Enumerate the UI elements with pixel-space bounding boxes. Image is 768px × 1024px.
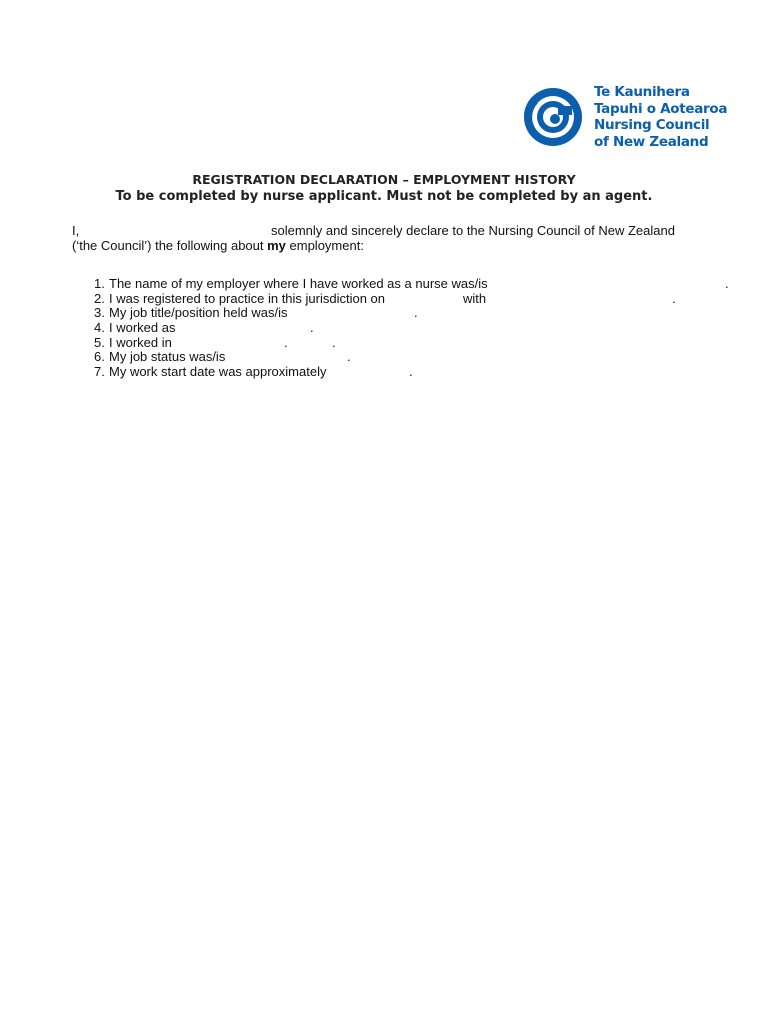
document-title: REGISTRATION DECLARATION – EMPLOYMENT HISTORY [192, 172, 576, 187]
intro-line2-after: employment: [285, 238, 364, 253]
item-number: 7. [94, 364, 105, 380]
item-number: 2. [94, 290, 105, 306]
logo-wordmark [594, 84, 727, 150]
logo-line-2: Tapuhi o Aotearoa [594, 100, 728, 117]
item-mid: . [284, 334, 288, 350]
item-text: I was registered to practice in this jurisdiction on [109, 290, 386, 306]
koru-spiral-icon [522, 86, 586, 148]
intro-declaration-text: solemnly and sincerely declare to the Nursing Council of New Zealand [271, 223, 675, 238]
worked-in-location-blank[interactable] [289, 336, 329, 350]
worked-as-blank[interactable] [182, 321, 307, 335]
nursing-council-logo [522, 84, 732, 150]
job-status-blank[interactable] [240, 350, 345, 364]
item-end: . [310, 320, 314, 336]
logo-line-3: Nursing Council [594, 117, 710, 133]
item-number: 1. [94, 276, 105, 291]
logo-line-1: Te Kaunihera [594, 84, 690, 100]
applicant-name-blank[interactable] [80, 223, 270, 238]
logo-line-4: of New Zealand [594, 133, 709, 150]
intro-line2-before: (‘the Council’) the following about [72, 238, 268, 253]
item-end: . [347, 349, 351, 365]
item-number: 4. [94, 320, 105, 336]
job-title-blank[interactable] [302, 306, 412, 320]
item-number: 3. [94, 305, 105, 321]
item-text: My job status was/is [109, 349, 226, 365]
item-mid: with [463, 290, 487, 306]
item-text: I worked in [109, 334, 172, 350]
item-text: The name of my employer where I have worked as a nurse was/is [109, 276, 488, 291]
item-number: 5. [94, 334, 105, 350]
start-date-blank[interactable] [344, 365, 407, 379]
item-end: . [409, 364, 413, 380]
registration-body-blank[interactable] [490, 292, 670, 306]
registration-date-blank[interactable] [404, 292, 459, 306]
item-end: . [414, 305, 418, 321]
document-subtitle: To be completed by nurse applicant. Must not be completed by an agent. [115, 189, 653, 204]
item-end: . [725, 276, 729, 291]
intro-line-2 [72, 238, 712, 253]
worked-in-blank[interactable] [180, 336, 280, 350]
item-number: 6. [94, 349, 105, 365]
intro-prefix: I, [72, 223, 80, 238]
item-text: My job title/position held was/is [109, 305, 288, 321]
employer-name-blank[interactable] [514, 277, 724, 291]
item-text: My work start date was approximately [109, 364, 327, 380]
item-text: I worked as [109, 320, 176, 336]
item-end: . [332, 334, 336, 350]
intro-line2-bold: my [267, 238, 286, 253]
item-end: . [672, 290, 676, 306]
